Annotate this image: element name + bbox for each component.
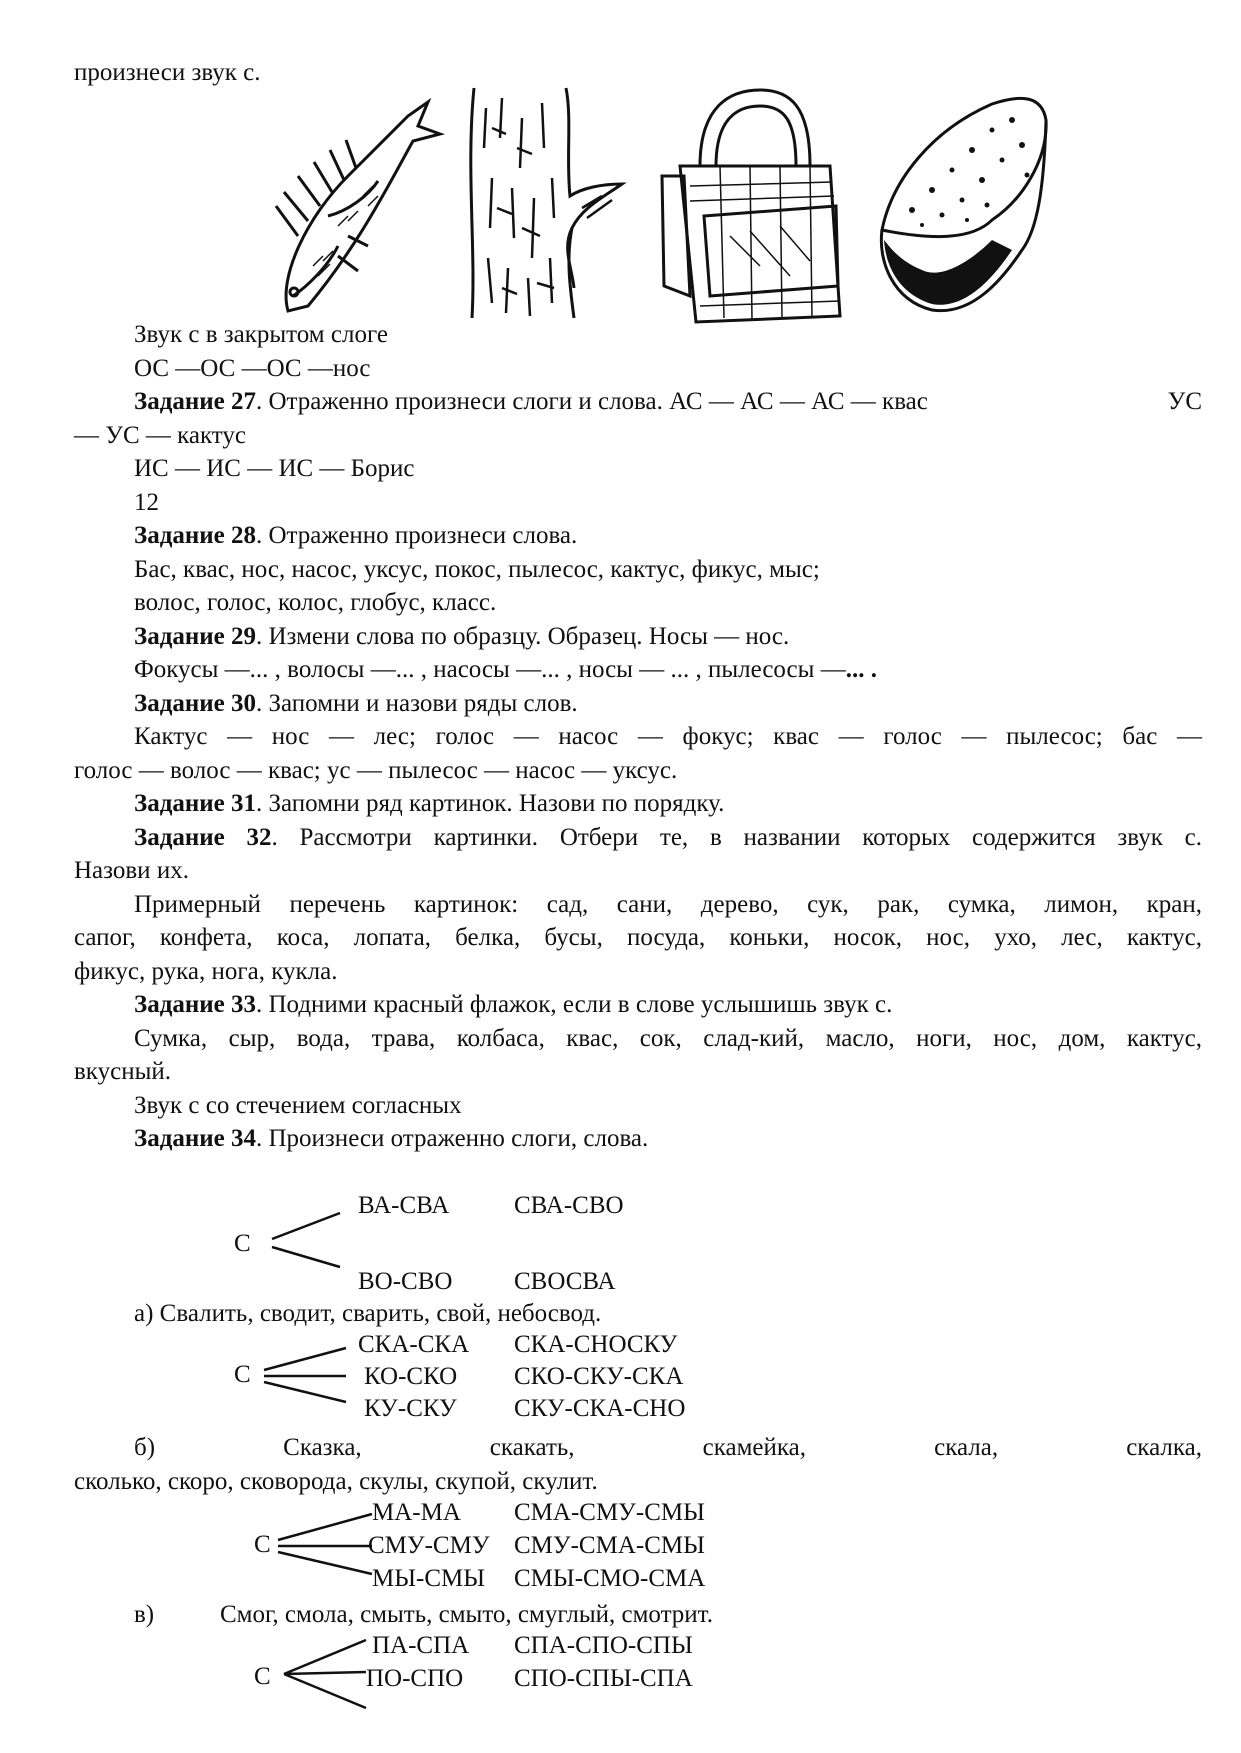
task32-line5: фикус, рука, нога, кукла. [74,958,338,985]
words-b-label: б) [134,1434,156,1461]
task27-line2: — УС — кактус [74,422,246,449]
syllable-left: КО-СКО [364,1363,458,1390]
words-v-text: Смог, смола, смыть, смыто, смуглый, смотрит. [220,1601,713,1628]
syllable-right: СПО-СПЫ-СПА [514,1665,693,1692]
task30-label: Задание 30 [134,690,256,717]
task34-text: . Произнеси отраженно слоги, слова. [256,1125,649,1152]
task30-text: . Запомни и назови ряды слов. [256,690,578,717]
task33-heading [134,988,892,1022]
scheme-root: С [234,1230,251,1257]
syllable-right: СВА-СВО [514,1192,624,1219]
syllables-os: ОС —ОС —ОС —нос [134,355,371,382]
syllable-left: ПО-СПО [366,1665,464,1692]
scheme2-branches [262,1340,362,1410]
task27-label: Задание 27 [134,388,256,415]
task27-line1 [134,385,928,419]
word: скала, [934,1434,999,1461]
task32-line2: Назови их. [74,857,189,884]
task28-line1: Бас, квас, нос, насос, уксус, покос, пылесос, кактус, фикус, мыс; [134,556,820,583]
task28-line2: волос, голос, колос, глобус, класс. [134,589,497,616]
task31-heading [134,787,724,821]
task27-line3: ИС — ИС — ИС — Борис [134,455,415,482]
scheme3-branches [276,1508,376,1580]
syllable-left: МЫ-СМЫ [372,1565,486,1592]
words-b-line2: сколько, скоро, сковорода, скулы, скупой, скулит. [74,1468,598,1495]
task29-examples: Фокусы —... , волосы —... , насосы —... , носы — ... , пылесосы — [134,656,846,683]
word: скакать, [489,1434,575,1461]
syllable-right: СКУ-СКА-СНО [514,1395,686,1422]
bag-picture [660,86,850,326]
task28-label: Задание 28 [134,522,256,549]
syllable-left: ПА-СПА [372,1632,470,1659]
syllable-left: КУ-СКУ [364,1395,457,1422]
syllable-right: СВОСВА [514,1268,616,1295]
page-number: 12 [134,489,159,516]
task30-heading [134,687,578,721]
syllable-right: СКА-СНОСКУ [514,1331,678,1358]
task32-text: . Рассмотри картинки. Отбери те, в названии которых содержится звук с. [271,824,1202,851]
task27-text: . Отраженно произнеси слоги и слова. АС — АС — АС — квас [256,388,928,415]
task33-text: . Подними красный флажок, если в слове услышишь звук с. [256,991,893,1018]
fish-picture [268,96,448,326]
word: скамейка, [702,1434,806,1461]
scheme-root: С [254,1663,271,1690]
scheme-root: С [254,1531,271,1558]
scheme1-branches [270,1205,350,1275]
task34-label: Задание 34 [134,1125,256,1152]
syllable-left: ВА-СВА [358,1192,450,1219]
task33-label: Задание 33 [134,991,256,1018]
syllable-right: СМУ-СМА-СМЫ [514,1532,705,1559]
task28-text: . Отраженно произнеси слова. [256,522,578,549]
task29-label: Задание 29 [134,623,256,650]
task32-label: Задание 32 [134,824,272,851]
syllable-right: СПА-СПО-СПЫ [514,1632,693,1659]
scheme4-branches [282,1636,372,1710]
cheese-picture [872,90,1052,320]
task33-line2: вкусный. [74,1058,171,1085]
syllable-left: МА-МА [372,1499,461,1526]
task29-end: ... . [845,656,877,683]
words-a: а) Свалить, сводит, сварить, свой, небосвод. [134,1300,602,1327]
words-b-line1 [134,1431,1202,1465]
syllable-left: СМУ-СМУ [368,1532,490,1559]
section-cluster: Звук с со стечением согласных [134,1092,462,1119]
scheme-root: С [234,1361,251,1388]
syllable-right: СКО-СКУ-СКА [514,1363,684,1390]
task32-line3: Примерный перечень картинок: сад, сани, дерево, сук, рак, сумка, лимон, кран, [134,891,1202,918]
task30-line1: Кактус — нос — лес; голос — насос — фокус; квас — голос — пылесос; бас — [134,723,1202,750]
word: Сказка, [283,1434,362,1461]
task33-line1: Сумка, сыр, вода, трава, колбаса, квас, сок, слад-кий, масло, ноги, нос, дом, кактус, [134,1025,1202,1052]
syllable-left: ВО-СВО [358,1268,453,1295]
task31-label: Задание 31 [134,790,256,817]
syllable-right: СМЫ-СМО-СМА [514,1565,706,1592]
task29-line1 [134,653,877,687]
words-v-label: в) [134,1601,155,1628]
task34-heading [134,1122,648,1156]
task32-line4: сапог, конфета, коса, лопата, белка, бусы, посуда, коньки, носок, нос, ухо, лес, кактус, [74,924,1202,951]
task29-heading [134,620,789,654]
syllable-right: СМА-СМУ-СМЫ [514,1499,705,1526]
task28-heading [134,519,577,553]
section-closed-syllable: Звук с в закрытом слоге [134,321,388,348]
task27-us: УС [1167,388,1202,415]
intro-line: произнеси звук с. [74,59,261,86]
syllable-left: СКА-СКА [358,1331,470,1358]
word: скалка, [1126,1434,1202,1461]
task30-line2: голос — волос — квас; ус — пылесос — насос — уксус. [74,757,678,784]
task31-text: . Запомни ряд картинок. Назови по порядку. [256,790,725,817]
tree-trunk-picture [462,88,632,328]
task29-text: . Измени слова по образцу. Образец. Носы — нос. [256,623,790,650]
task32-line1 [134,821,1202,855]
